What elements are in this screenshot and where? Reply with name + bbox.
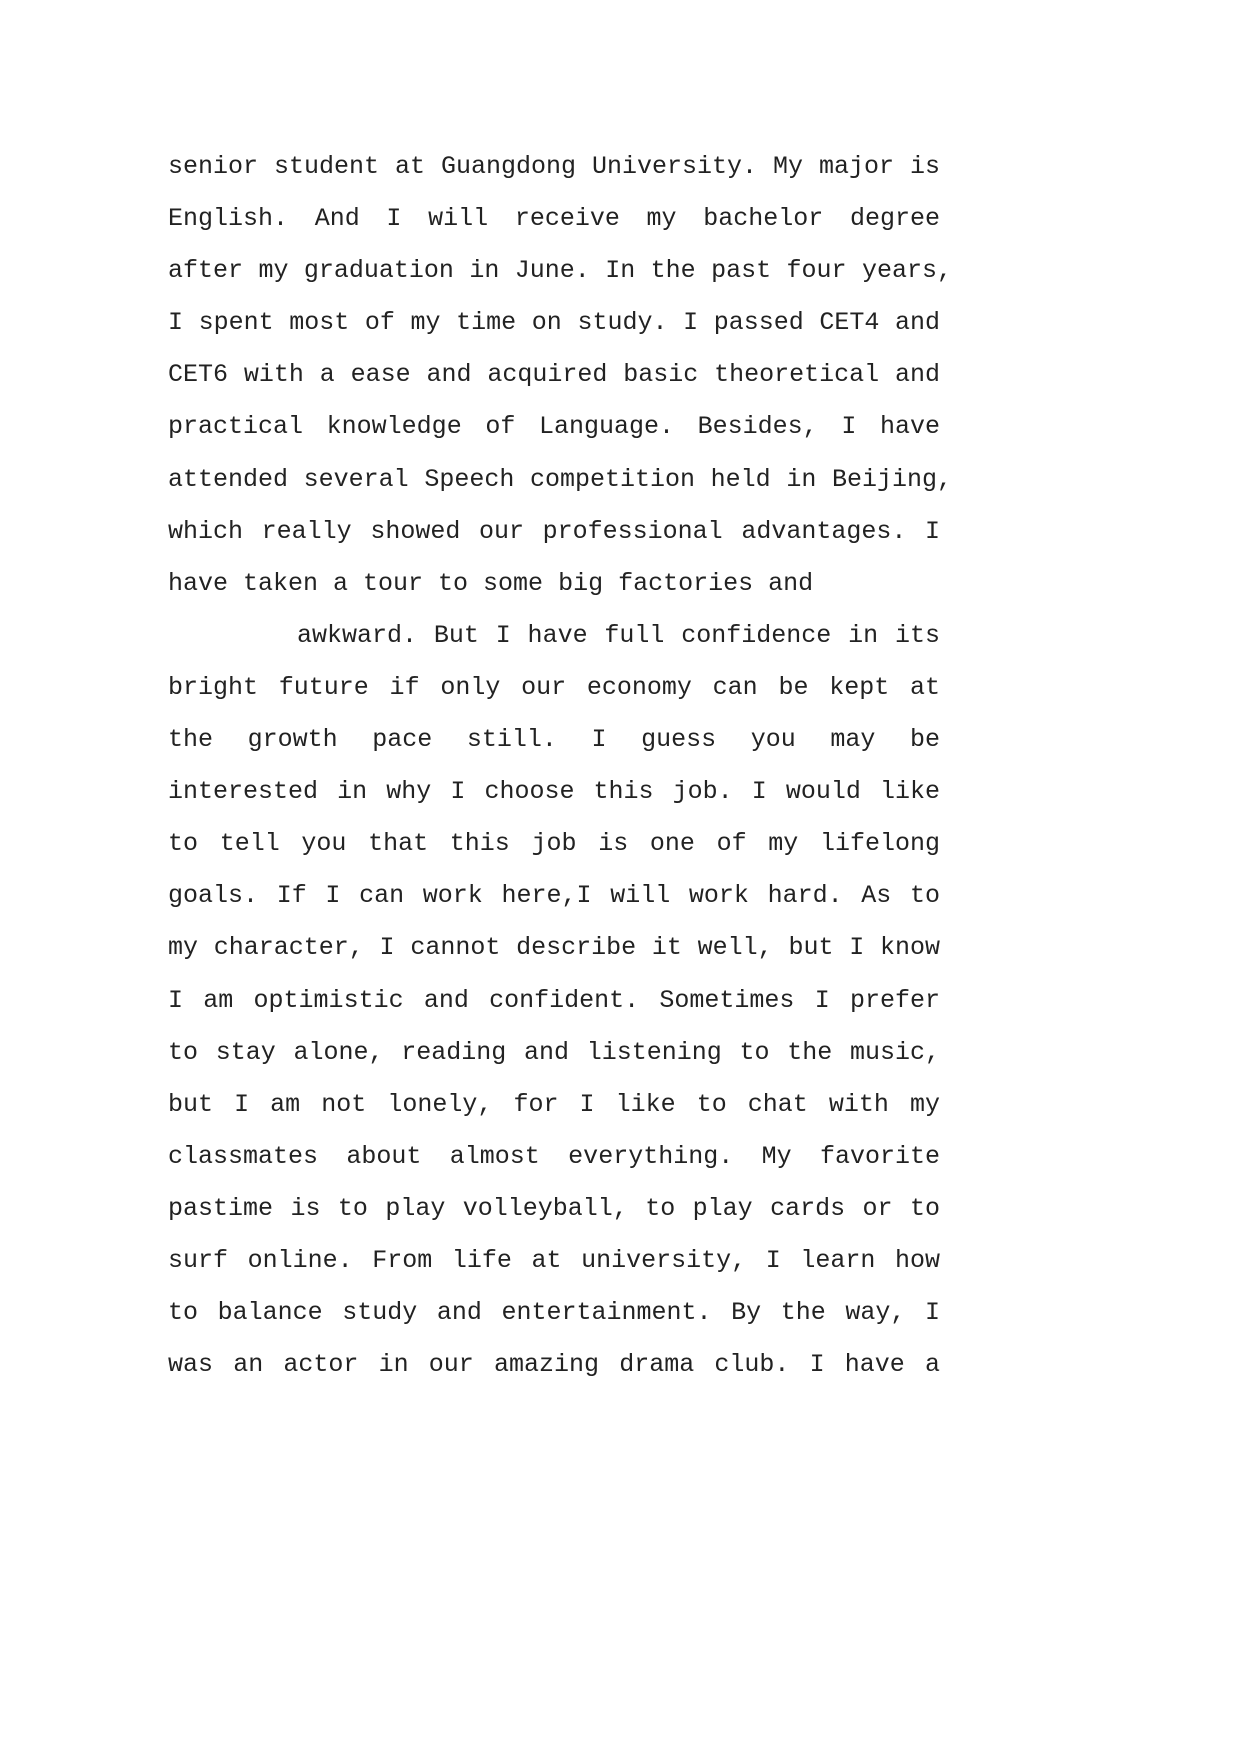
text-line: have taken a tour to some big factories and [168, 568, 814, 598]
text-line: classmates about almost everything. My favorite [168, 1141, 940, 1171]
text-line: to balance study and entertainment. By the way, I [168, 1298, 940, 1328]
text-line: which really showed our professional advantages. I [168, 516, 940, 546]
text-line: after my graduation in June. In the past four years, [168, 256, 952, 286]
text-line: attended several Speech competition held in Beijing, [168, 464, 952, 494]
text-line: to stay alone, reading and listening to the music, [168, 1037, 940, 1067]
paragraph-1 [168, 141, 952, 610]
text-line: practical knowledge of Language. Besides, I have [168, 412, 940, 442]
text-line: bright future if only our economy can be kept at [168, 672, 940, 702]
text-line: interested in why I choose this job. I would like [168, 777, 940, 807]
text-line: to tell you that this job is one of my lifelong [168, 829, 940, 859]
document-body [168, 141, 952, 1391]
text-line: I am optimistic and confident. Sometimes I prefer [168, 985, 940, 1015]
text-line: the growth pace still. I guess you may be [168, 725, 940, 755]
text-line: English. And I will receive my bachelor degree [168, 204, 940, 234]
text-line: I spent most of my time on study. I passed CET4 and [168, 308, 940, 338]
text-line: pastime is to play volleyball, to play cards or to [168, 1193, 940, 1223]
text-line: but I am not lonely, for I like to chat with my [168, 1089, 940, 1119]
text-line: goals. If I can work here,I will work hard. As to [168, 881, 940, 911]
paragraph-2 [168, 610, 940, 1391]
text-line: CET6 with a ease and acquired basic theoretical and [168, 360, 940, 390]
text-line: senior student at Guangdong University. My major is [168, 152, 940, 181]
text-line: awkward. But I have full confidence in its [297, 620, 940, 650]
text-line: was an actor in our amazing drama club. I have a [168, 1350, 940, 1380]
text-line: surf online. From life at university, I learn how [168, 1245, 940, 1275]
text-line: my character, I cannot describe it well, but I know [168, 933, 940, 963]
